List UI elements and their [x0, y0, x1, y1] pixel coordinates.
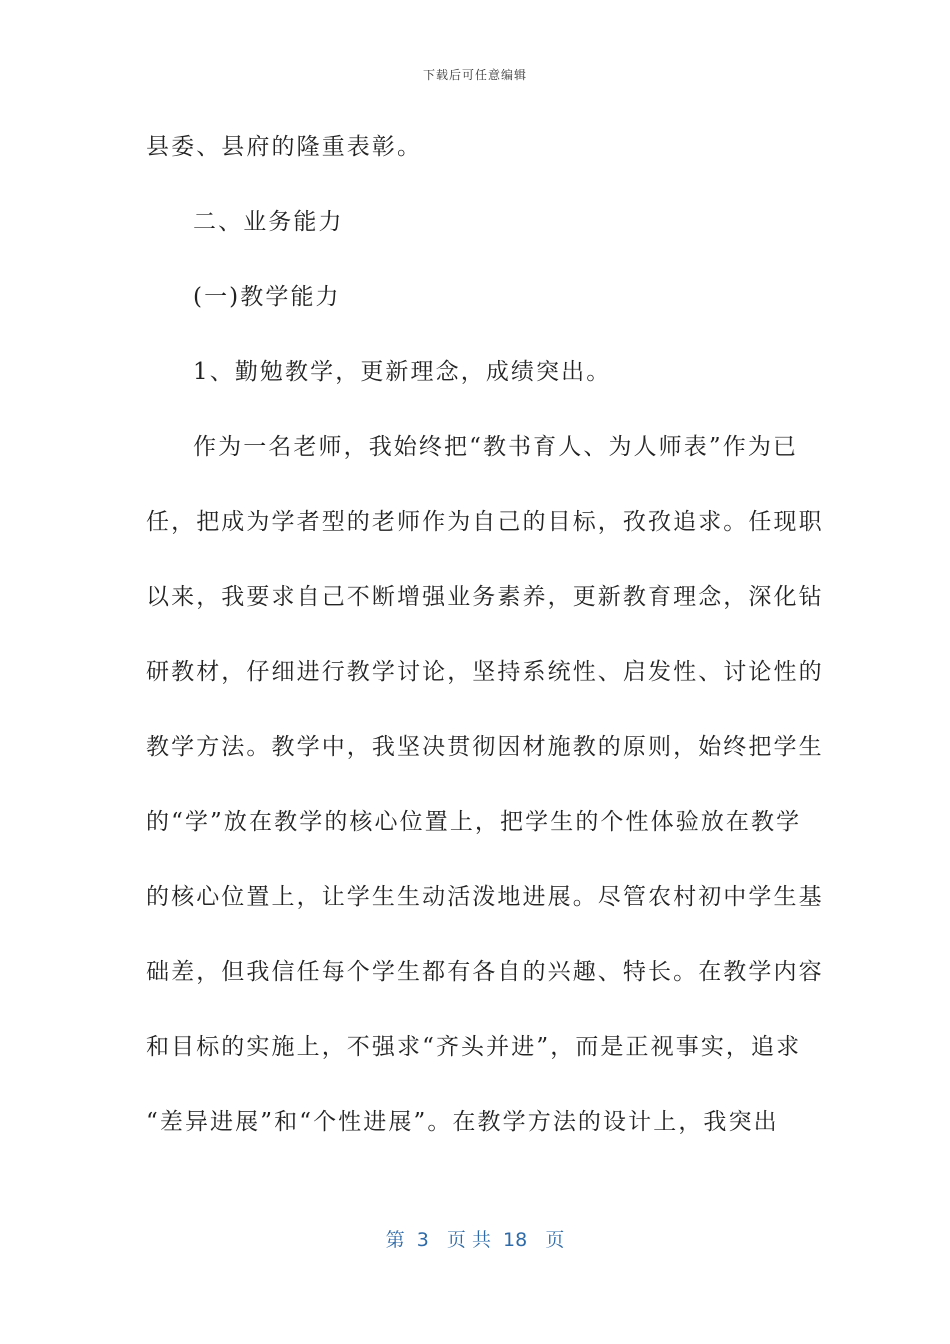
text-line: 的“学”放在教学的核心位置上，把学生的个性体验放在教学	[146, 809, 802, 835]
document-body	[146, 122, 824, 1172]
page-footer: 第 3 页 共 18 页	[385, 1229, 565, 1251]
text-line: 二、业务能力	[193, 209, 344, 235]
text-line: 县委、县府的隆重表彰。	[146, 134, 423, 160]
text-line: 的核心位置上，让学生生动活泼地进展。尽管农村初中学生基	[146, 884, 824, 910]
text-line: 作为一名老师，我始终把“教书育人、为人师表”作为已	[193, 434, 799, 460]
text-line: 任，把成为学者型的老师作为自己的目标，孜孜追求。任现职	[146, 509, 824, 535]
text-line: 和目标的实施上，不强求“齐头并进”，而是正视事实，追求	[146, 1034, 802, 1060]
text-line: (一)教学能力	[193, 284, 341, 310]
page-header: 下载后可任意编辑	[422, 68, 527, 82]
text-line: 础差，但我信任每个学生都有各自的兴趣、特长。在教学内容	[146, 959, 824, 985]
text-line: 以来，我要求自己不断增强业务素养，更新教育理念，深化钻	[146, 584, 824, 610]
text-line: 教学方法。教学中，我坚决贯彻因材施教的原则，始终把学生	[146, 734, 824, 760]
text-line: 研教材，仔细进行教学讨论，坚持系统性、启发性、讨论性的	[146, 659, 824, 685]
text-line: 1、勤勉教学，更新理念，成绩突出。	[193, 359, 612, 385]
text-line: “差异进展”和“个性进展”。在教学方法的设计上，我突出	[146, 1109, 779, 1135]
